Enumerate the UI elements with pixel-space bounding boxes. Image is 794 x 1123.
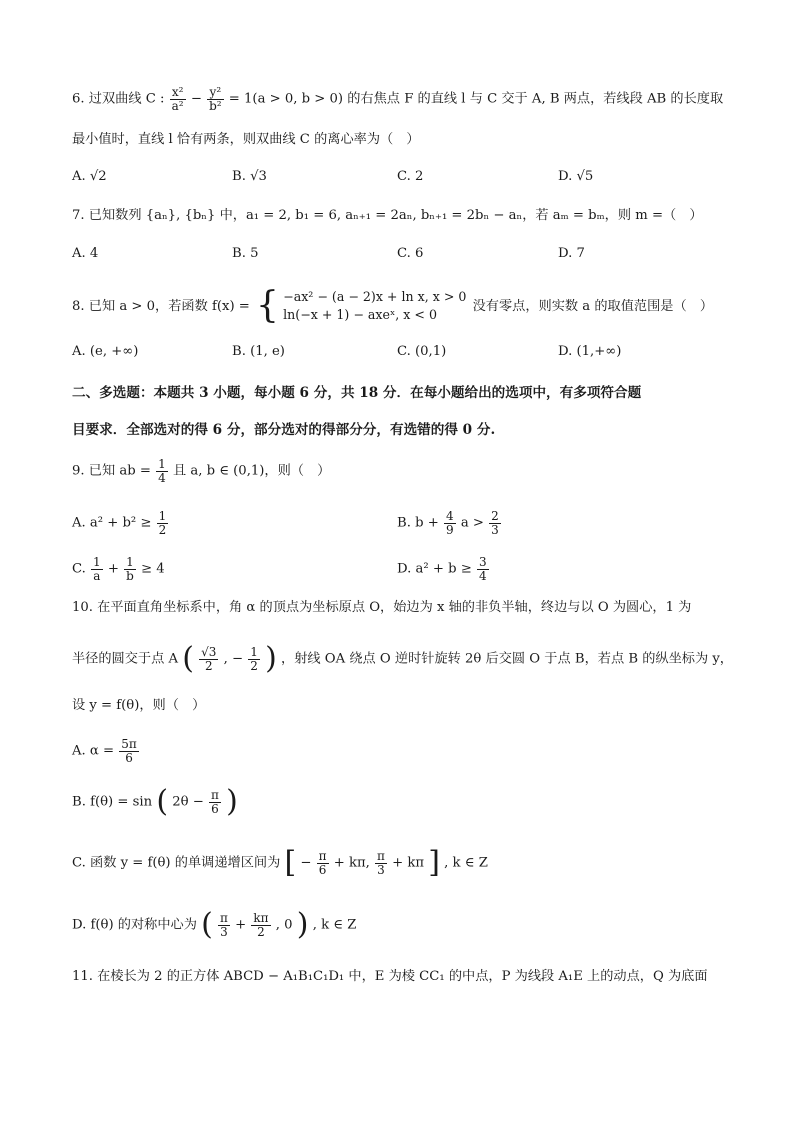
q6-option-b: B. √3 bbox=[232, 169, 267, 184]
q8-case-2: ln(−x + 1) − axeˣ, x < 0 bbox=[283, 307, 437, 323]
q9-number: 9. bbox=[72, 463, 89, 479]
q10-option-d: D. f(θ) 的对称中心为 ( $\frac{\pi}{3}$ + $\frac{k\pi}{2}$ , 0 ) , k ∈ Z bbox=[72, 907, 357, 942]
q9-option-c: C. $\frac{1}{a}$ + $\frac{1}{b}$ ≥ 4 bbox=[72, 555, 165, 583]
q6-option-d: D. √5 bbox=[558, 169, 594, 184]
q9-option-b: B. b + $\frac{4}{9}$ a > $\frac{2}{3}$ bbox=[397, 509, 499, 537]
q6-option-c: C. 2 bbox=[397, 169, 424, 184]
q10-option-c: C. 函数 y = f(θ) 的单调递增区间为 [ − $\frac{\pi}{6}$ + kπ, $\frac{\pi}{3}$ + kπ ] , k ∈ Z bbox=[72, 845, 488, 880]
q8-option-d: D. (1,+∞) bbox=[558, 344, 622, 359]
q9-option-a: A. a² + b² ≥ $\frac{1}{2}$ bbox=[72, 509, 167, 537]
q7-line-1 bbox=[72, 209, 703, 222]
q6-number: 6. bbox=[72, 91, 89, 107]
q7-option-b: B. 5 bbox=[232, 246, 259, 261]
q6-text-a: 过双曲线 C : bbox=[88, 91, 165, 107]
q8-line-1 bbox=[72, 285, 714, 327]
q8-option-b: B. (1, e) bbox=[232, 344, 285, 359]
q8-text-a: 已知 a > 0，若函数 f(x) = bbox=[88, 298, 250, 314]
q7-option-d: D. 7 bbox=[558, 246, 585, 261]
q10-line-1: 10. 在平面直角坐标系中，角 α 的顶点为坐标原点 O，始边为 x 轴的非负半轴，终边与以 O 为圆心，1 为 bbox=[72, 600, 692, 615]
q8-case-1: −ax² − (a − 2)x + ln x, x > 0 bbox=[283, 289, 467, 304]
q6-text-b: = 1(a > 0, b > 0) 的右焦点 F 的直线 l 与 C 交于 A, B 两点，若线段 AB 的长度取 bbox=[228, 91, 724, 107]
q6-line-1: 6. 过双曲线 C : $\frac{\text{x²}}{\text{a²}}$ − $\frac{\text{y²}}{\text{b²}}$ = 1(a > 0, b > 0) 的右焦点 F 的直线 l 与 C 交于 A, B 两点，若线段 AB 的长度取 bbox=[72, 85, 724, 113]
q8-option-a: A. (e, +∞) bbox=[72, 344, 139, 359]
q9-line-1: 9. 已知 ab = $\frac{1}{4}$ 且 a, b ∈ (0,1)，则（ ） bbox=[72, 457, 331, 485]
q8-brace: { bbox=[256, 285, 279, 327]
q11-line-1: 11. 在棱长为 2 的正方体 ABCD − A₁B₁C₁D₁ 中，E 为棱 CC₁ 的中点，P 为线段 A₁E 上的动点，Q 为底面 bbox=[72, 969, 708, 984]
q10-number: 10. bbox=[72, 600, 98, 615]
q7-number: 7. bbox=[72, 208, 89, 223]
q10-line-3: 设 y = f(θ)，则（ ） bbox=[72, 698, 206, 713]
q11-number: 11. bbox=[72, 969, 98, 984]
q10-line-2: 半径的圆交于点 A ( $\frac{√3}{2}$ , − $\frac{1}{2}$ ) ，射线 OA 绕点 O 逆时针旋转 2θ 后交圆 O 于点 B，若点 B 的纵坐标为 y， bbox=[72, 641, 733, 676]
q8-piecewise bbox=[256, 285, 467, 327]
q6-option-a: A. √2 bbox=[72, 169, 107, 184]
q7-text: 已知数列 {aₙ}, {bₙ} 中，a₁ = 2, b₁ = 6, aₙ₊₁ = 2aₙ, bₙ₊₁ = 2bₙ − aₙ，若 aₘ = bₘ，则 m =（ ） bbox=[88, 208, 703, 223]
section-2-heading-line-2: 目要求．全部选对的得 6 分，部分选对的得部分分，有选错的得 0 分. bbox=[72, 422, 496, 438]
q10-option-b: B. f(θ) = sin ( 2θ − $\frac{\pi}{6}$ ) bbox=[72, 784, 238, 819]
q8-text-b: 没有零点，则实数 a 的取值范围是（ ） bbox=[472, 298, 714, 314]
q8-number: 8. bbox=[72, 298, 89, 314]
section-2-heading-line-1: 二、多选题：本题共 3 小题，每小题 6 分，共 18 分．在每小题给出的选项中，有多项符合题 bbox=[72, 385, 642, 401]
q7-option-a: A. 4 bbox=[72, 246, 99, 261]
q10-option-a: A. α = $\frac{5\pi}{6}$ bbox=[72, 737, 137, 765]
q6-frac-x: $\frac{\text{x²}}{\text{a²}}$ bbox=[171, 85, 184, 113]
q6-frac-y: $\frac{\text{y²}}{\text{b²}}$ bbox=[209, 85, 222, 113]
q7-option-c: C. 6 bbox=[397, 246, 424, 261]
q8-option-c: C. (0,1) bbox=[397, 344, 447, 359]
q9-option-d: D. a² + b ≥ $\frac{3}{4}$ bbox=[397, 555, 487, 583]
q6-line-2: 最小值时，直线 l 恰有两条，则双曲线 C 的离心率为（ ） bbox=[72, 132, 420, 147]
q9-frac: $\frac{1}{4}$ bbox=[158, 457, 166, 485]
